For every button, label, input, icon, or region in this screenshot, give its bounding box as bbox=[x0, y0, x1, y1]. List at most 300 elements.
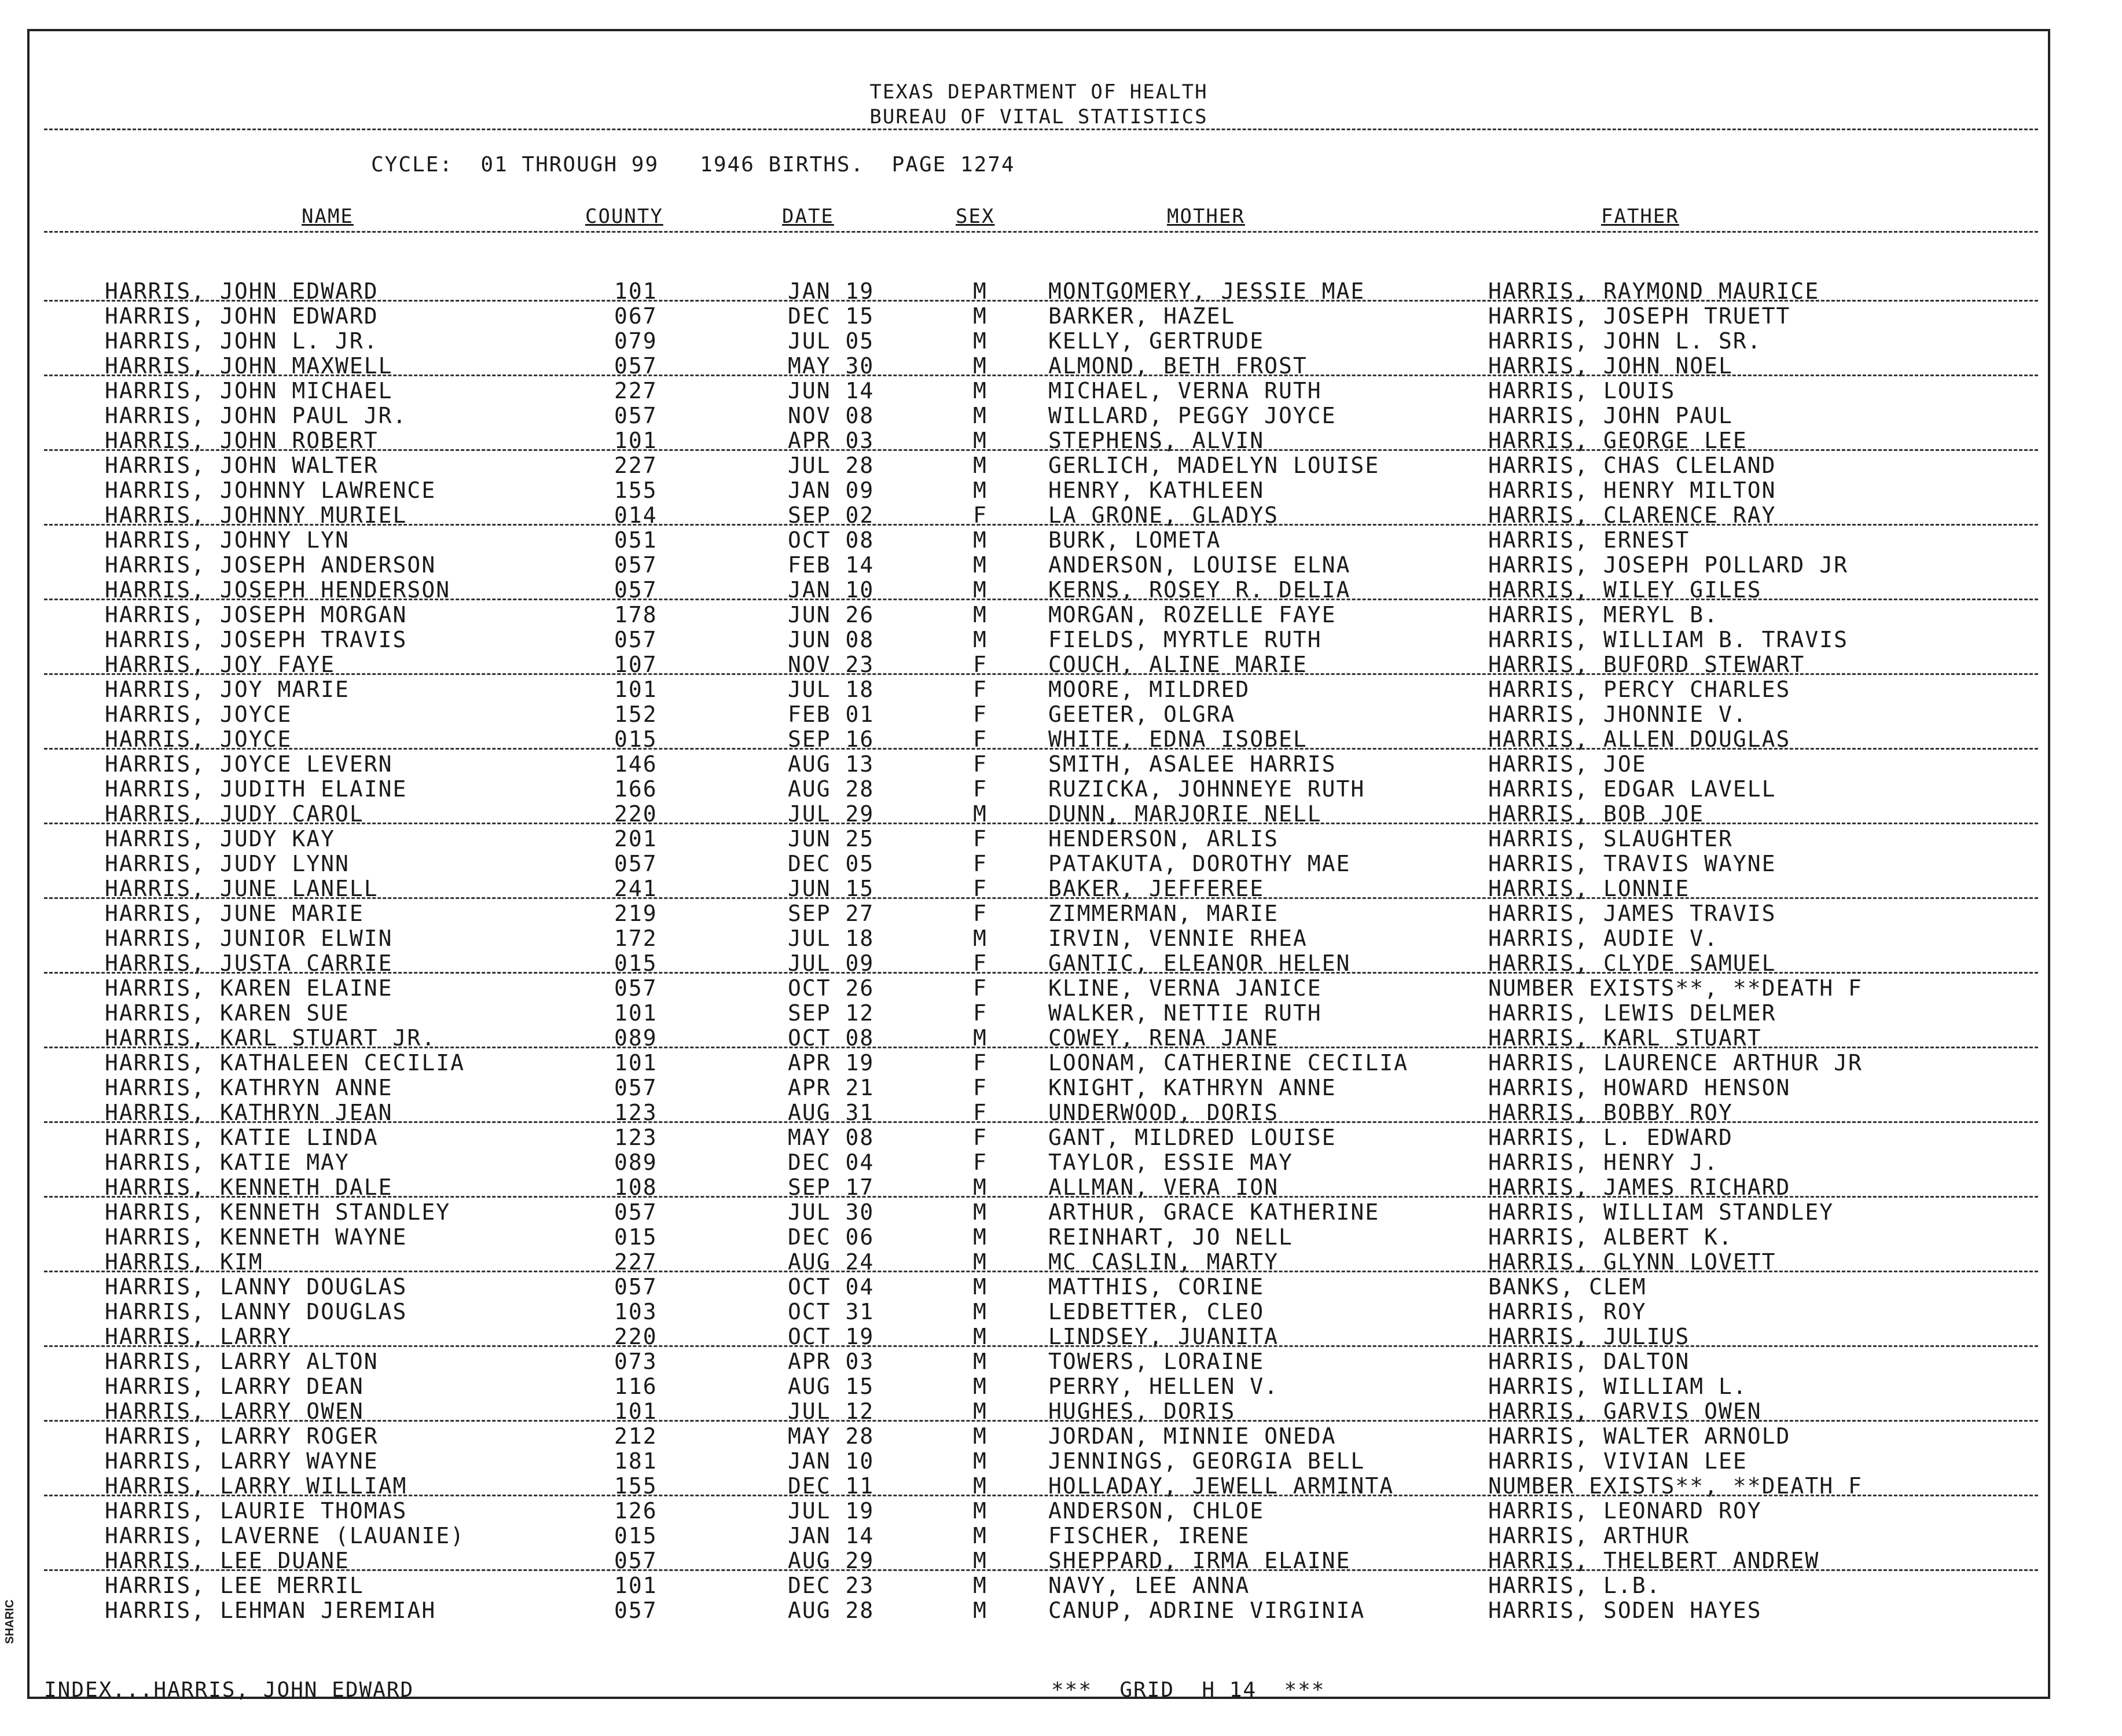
cell-date: AUG 15 bbox=[788, 1374, 875, 1399]
table-row bbox=[30, 553, 2048, 578]
cell-county: 089 bbox=[614, 1025, 658, 1051]
cell-mother: HUGHES, DORIS bbox=[1048, 1399, 1236, 1424]
cell-name: HARRIS, LARRY ALTON bbox=[105, 1349, 379, 1374]
cell-mother: BARKER, HAZEL bbox=[1048, 303, 1236, 329]
row-rule bbox=[44, 897, 2038, 899]
cell-sex: M bbox=[973, 353, 987, 379]
cell-date: JUN 25 bbox=[788, 826, 875, 852]
row-rule bbox=[44, 972, 2038, 974]
cell-sex: F bbox=[973, 751, 987, 777]
cell-father: NUMBER EXISTS**, **DEATH F bbox=[1488, 1473, 1863, 1499]
table-row bbox=[30, 478, 2048, 503]
cell-mother: TAYLOR, ESSIE MAY bbox=[1048, 1150, 1293, 1175]
cell-sex: M bbox=[973, 1423, 987, 1449]
cell-name: HARRIS, JOHNNY MURIEL bbox=[105, 502, 407, 528]
cell-date: NOV 23 bbox=[788, 652, 875, 677]
cell-father: HARRIS, ALBERT K. bbox=[1488, 1224, 1733, 1250]
cell-county: 172 bbox=[614, 926, 658, 951]
cell-sex: M bbox=[973, 1598, 987, 1623]
cell-name: HARRIS, KATHRYN JEAN bbox=[105, 1100, 393, 1125]
column-header-county: COUNTY bbox=[585, 205, 663, 228]
cell-father: HARRIS, THELBERT ANDREW bbox=[1488, 1548, 1820, 1573]
row-rule bbox=[44, 673, 2038, 675]
cell-father: HARRIS, BOB JOE bbox=[1488, 801, 1705, 827]
cell-county: 051 bbox=[614, 527, 658, 553]
cell-county: 126 bbox=[614, 1498, 658, 1524]
cell-county: 166 bbox=[614, 776, 658, 802]
cell-date: SEP 12 bbox=[788, 1000, 875, 1026]
cell-date: JUL 28 bbox=[788, 453, 875, 478]
cell-date: JUL 12 bbox=[788, 1399, 875, 1424]
table-row bbox=[30, 1076, 2048, 1100]
cell-county: 101 bbox=[614, 1399, 658, 1424]
cell-county: 241 bbox=[614, 876, 658, 901]
cell-sex: F bbox=[973, 652, 987, 677]
cell-father: HARRIS, AUDIE V. bbox=[1488, 926, 1719, 951]
cell-name: HARRIS, JUDY KAY bbox=[105, 826, 336, 852]
cell-father: HARRIS, TRAVIS WAYNE bbox=[1488, 851, 1776, 876]
cell-county: 227 bbox=[614, 378, 658, 403]
cell-name: HARRIS, JOSEPH TRAVIS bbox=[105, 627, 407, 652]
cell-name: HARRIS, LARRY bbox=[105, 1324, 292, 1349]
cell-mother: LA GRONE, GLADYS bbox=[1048, 502, 1279, 528]
cell-father: HARRIS, HENRY J. bbox=[1488, 1150, 1719, 1175]
cell-name: HARRIS, KENNETH DALE bbox=[105, 1175, 393, 1200]
cell-name: HARRIS, KATIE LINDA bbox=[105, 1125, 379, 1150]
cell-date: DEC 05 bbox=[788, 851, 875, 876]
cell-mother: LEDBETTER, CLEO bbox=[1048, 1299, 1265, 1324]
cell-name: HARRIS, LARRY DEAN bbox=[105, 1374, 364, 1399]
cell-sex: F bbox=[973, 776, 987, 802]
cell-name: HARRIS, LANNY DOUGLAS bbox=[105, 1274, 407, 1300]
cell-sex: F bbox=[973, 975, 987, 1001]
cell-father: HARRIS, JAMES TRAVIS bbox=[1488, 901, 1776, 926]
cell-mother: MONTGOMERY, JESSIE MAE bbox=[1048, 278, 1365, 304]
cell-county: 015 bbox=[614, 1523, 658, 1548]
cell-father: HARRIS, ALLEN DOUGLAS bbox=[1488, 726, 1791, 752]
column-header-father: FATHER bbox=[1601, 205, 1679, 228]
cell-sex: M bbox=[973, 926, 987, 951]
cell-sex: M bbox=[973, 577, 987, 603]
cell-father: HARRIS, EDGAR LAVELL bbox=[1488, 776, 1776, 802]
cell-county: 057 bbox=[614, 975, 658, 1001]
cell-county: 101 bbox=[614, 677, 658, 702]
row-rule bbox=[44, 375, 2038, 376]
cell-father: HARRIS, WILEY GILES bbox=[1488, 577, 1762, 603]
cell-name: HARRIS, LAVERNE (LAUANIE) bbox=[105, 1523, 465, 1548]
cell-father: HARRIS, HOWARD HENSON bbox=[1488, 1075, 1791, 1100]
cell-father: HARRIS, WILLIAM L. bbox=[1488, 1374, 1747, 1399]
cell-sex: M bbox=[973, 1498, 987, 1524]
cell-county: 015 bbox=[614, 726, 658, 752]
cell-date: AUG 31 bbox=[788, 1100, 875, 1125]
cell-mother: KLINE, VERNA JANICE bbox=[1048, 975, 1322, 1001]
cell-father: HARRIS, HENRY MILTON bbox=[1488, 478, 1776, 503]
cell-name: HARRIS, LARRY ROGER bbox=[105, 1423, 379, 1449]
row-rule bbox=[44, 1345, 2038, 1347]
row-rule bbox=[44, 449, 2038, 451]
cell-mother: FIELDS, MYRTLE RUTH bbox=[1048, 627, 1322, 652]
cell-county: 220 bbox=[614, 1324, 658, 1349]
cell-father: HARRIS, PERCY CHARLES bbox=[1488, 677, 1791, 702]
cell-sex: F bbox=[973, 950, 987, 976]
cell-sex: F bbox=[973, 1000, 987, 1026]
cell-father: HARRIS, GEORGE LEE bbox=[1488, 428, 1747, 453]
cell-sex: M bbox=[973, 1324, 987, 1349]
cell-sex: M bbox=[973, 403, 987, 428]
table-row bbox=[30, 1275, 2048, 1300]
cell-name: HARRIS, KAREN ELAINE bbox=[105, 975, 393, 1001]
cell-sex: M bbox=[973, 278, 987, 304]
cell-mother: IRVIN, VENNIE RHEA bbox=[1048, 926, 1308, 951]
cell-county: 014 bbox=[614, 502, 658, 528]
cell-mother: LINDSEY, JUANITA bbox=[1048, 1324, 1279, 1349]
cell-mother: ALLMAN, VERA ION bbox=[1048, 1175, 1279, 1200]
cell-county: 089 bbox=[614, 1150, 658, 1175]
table-row bbox=[30, 379, 2048, 403]
cell-county: 015 bbox=[614, 1224, 658, 1250]
table-row bbox=[30, 304, 2048, 329]
cell-mother: MOORE, MILDRED bbox=[1048, 677, 1250, 702]
table-row bbox=[30, 1300, 2048, 1324]
table-row bbox=[30, 827, 2048, 852]
table-row bbox=[30, 1349, 2048, 1374]
cell-mother: WILLARD, PEGGY JOYCE bbox=[1048, 403, 1337, 428]
table-row bbox=[30, 603, 2048, 627]
table-row bbox=[30, 627, 2048, 652]
cell-name: HARRIS, JOHN EDWARD bbox=[105, 278, 379, 304]
cell-sex: M bbox=[973, 627, 987, 652]
cell-date: OCT 19 bbox=[788, 1324, 875, 1349]
cell-sex: M bbox=[973, 303, 987, 329]
cell-sex: M bbox=[973, 1448, 987, 1474]
cell-date: NOV 08 bbox=[788, 403, 875, 428]
cell-county: 057 bbox=[614, 1548, 658, 1573]
cell-date: APR 21 bbox=[788, 1075, 875, 1100]
cell-date: OCT 31 bbox=[788, 1299, 875, 1324]
table-row bbox=[30, 1200, 2048, 1225]
cell-sex: F bbox=[973, 1100, 987, 1125]
cell-county: 073 bbox=[614, 1349, 658, 1374]
cell-county: 057 bbox=[614, 577, 658, 603]
cell-mother: WALKER, NETTIE RUTH bbox=[1048, 1000, 1322, 1026]
cell-sex: M bbox=[973, 1548, 987, 1573]
cell-date: JAN 10 bbox=[788, 577, 875, 603]
cell-name: HARRIS, JUSTA CARRIE bbox=[105, 950, 393, 976]
table-row bbox=[30, 1001, 2048, 1026]
cell-mother: ZIMMERMAN, MARIE bbox=[1048, 901, 1279, 926]
cell-sex: M bbox=[973, 1473, 987, 1499]
cell-mother: COUCH, ALINE MARIE bbox=[1048, 652, 1308, 677]
cell-father: HARRIS, RAYMOND MAURICE bbox=[1488, 278, 1820, 304]
cell-name: HARRIS, KATIE MAY bbox=[105, 1150, 350, 1175]
row-rule bbox=[44, 524, 2038, 526]
cell-mother: HENRY, KATHLEEN bbox=[1048, 478, 1265, 503]
cell-mother: GERLICH, MADELYN LOUISE bbox=[1048, 453, 1380, 478]
cell-mother: BAKER, JEFFEREE bbox=[1048, 876, 1265, 901]
cell-father: HARRIS, L. EDWARD bbox=[1488, 1125, 1733, 1150]
cell-county: 057 bbox=[614, 1075, 658, 1100]
table-row bbox=[30, 1573, 2048, 1598]
cell-date: DEC 15 bbox=[788, 303, 875, 329]
cell-county: 057 bbox=[614, 1598, 658, 1623]
cell-county: 057 bbox=[614, 403, 658, 428]
cell-name: HARRIS, JOYCE bbox=[105, 702, 292, 727]
cell-mother: KNIGHT, KATHRYN ANNE bbox=[1048, 1075, 1337, 1100]
cell-date: JUL 19 bbox=[788, 1498, 875, 1524]
cell-name: HARRIS, LEHMAN JEREMIAH bbox=[105, 1598, 436, 1623]
cell-county: 152 bbox=[614, 702, 658, 727]
cell-date: AUG 13 bbox=[788, 751, 875, 777]
cell-county: 219 bbox=[614, 901, 658, 926]
cell-date: JAN 14 bbox=[788, 1523, 875, 1548]
cell-mother: ANDERSON, CHLOE bbox=[1048, 1498, 1265, 1524]
cell-sex: M bbox=[973, 453, 987, 478]
cell-county: 057 bbox=[614, 353, 658, 379]
cell-county: 220 bbox=[614, 801, 658, 827]
cell-county: 108 bbox=[614, 1175, 658, 1200]
cell-sex: M bbox=[973, 1523, 987, 1548]
table-row bbox=[30, 403, 2048, 428]
row-rule bbox=[44, 1047, 2038, 1048]
cell-date: SEP 17 bbox=[788, 1175, 875, 1200]
cell-date: JUL 18 bbox=[788, 926, 875, 951]
cell-father: HARRIS, CHAS CLELAND bbox=[1488, 453, 1776, 478]
table-row bbox=[30, 1449, 2048, 1474]
cell-name: HARRIS, KENNETH WAYNE bbox=[105, 1224, 407, 1250]
cell-county: 123 bbox=[614, 1100, 658, 1125]
cell-mother: MICHAEL, VERNA RUTH bbox=[1048, 378, 1322, 403]
cell-father: HARRIS, VIVIAN LEE bbox=[1488, 1448, 1747, 1474]
cell-sex: M bbox=[973, 1299, 987, 1324]
cell-mother: SMITH, ASALEE HARRIS bbox=[1048, 751, 1337, 777]
cell-father: HARRIS, GLYNN LOVETT bbox=[1488, 1249, 1776, 1275]
cell-mother: SHEPPARD, IRMA ELAINE bbox=[1048, 1548, 1351, 1573]
table-row bbox=[30, 528, 2048, 553]
cell-sex: F bbox=[973, 726, 987, 752]
cell-name: HARRIS, JOY FAYE bbox=[105, 652, 336, 677]
cell-mother: MC CASLIN, MARTY bbox=[1048, 1249, 1279, 1275]
cell-father: HARRIS, KARL STUART bbox=[1488, 1025, 1762, 1051]
column-header-sex: SEX bbox=[956, 205, 995, 228]
cell-father: NUMBER EXISTS**, **DEATH F bbox=[1488, 975, 1863, 1001]
cell-date: AUG 28 bbox=[788, 776, 875, 802]
cell-father: HARRIS, WILLIAM B. TRAVIS bbox=[1488, 627, 1848, 652]
cell-mother: HOLLADAY, JEWELL ARMINTA bbox=[1048, 1473, 1394, 1499]
side-label: SHARIC bbox=[3, 1599, 16, 1644]
cell-name: HARRIS, JUNE LANELL bbox=[105, 876, 379, 901]
table-row bbox=[30, 752, 2048, 777]
cell-sex: M bbox=[973, 1025, 987, 1051]
cell-name: HARRIS, LARRY WILLIAM bbox=[105, 1473, 407, 1499]
row-rule bbox=[44, 823, 2038, 824]
cell-sex: M bbox=[973, 1249, 987, 1275]
cell-mother: STEPHENS, ALVIN bbox=[1048, 428, 1265, 453]
cell-date: APR 03 bbox=[788, 1349, 875, 1374]
cell-mother: KELLY, GERTRUDE bbox=[1048, 328, 1265, 354]
cell-father: HARRIS, L.B. bbox=[1488, 1573, 1661, 1598]
cell-father: HARRIS, LOUIS bbox=[1488, 378, 1676, 403]
table-row bbox=[30, 1524, 2048, 1548]
cell-sex: M bbox=[973, 1175, 987, 1200]
cell-date: APR 03 bbox=[788, 428, 875, 453]
index-footer: INDEX...HARRIS, JOHN EDWARD bbox=[44, 1678, 414, 1702]
table-row bbox=[30, 1598, 2048, 1623]
cell-county: 057 bbox=[614, 851, 658, 876]
cell-county: 079 bbox=[614, 328, 658, 354]
cell-name: HARRIS, JOHN MAXWELL bbox=[105, 353, 393, 379]
table-row bbox=[30, 329, 2048, 354]
cell-name: HARRIS, LARRY WAYNE bbox=[105, 1448, 379, 1474]
cell-date: AUG 29 bbox=[788, 1548, 875, 1573]
cell-sex: M bbox=[973, 527, 987, 553]
cell-sex: M bbox=[973, 602, 987, 627]
cell-sex: F bbox=[973, 677, 987, 702]
agency-title: TEXAS DEPARTMENT OF HEALTH bbox=[869, 80, 1208, 104]
cell-name: HARRIS, KARL STUART JR. bbox=[105, 1025, 436, 1051]
cell-name: HARRIS, KATHALEEN CECILIA bbox=[105, 1050, 465, 1076]
cell-name: HARRIS, JUDY CAROL bbox=[105, 801, 364, 827]
cell-date: JAN 19 bbox=[788, 278, 875, 304]
cell-date: JUL 30 bbox=[788, 1199, 875, 1225]
cell-county: 057 bbox=[614, 1199, 658, 1225]
cell-sex: M bbox=[973, 1274, 987, 1300]
table-row bbox=[30, 777, 2048, 802]
cell-date: MAY 28 bbox=[788, 1423, 875, 1449]
cell-mother: DUNN, MARJORIE NELL bbox=[1048, 801, 1322, 827]
row-rule bbox=[44, 1569, 2038, 1571]
cell-county: 067 bbox=[614, 303, 658, 329]
cell-name: HARRIS, JOHN PAUL JR. bbox=[105, 403, 407, 428]
cell-sex: M bbox=[973, 428, 987, 453]
cell-father: HARRIS, GARVIS OWEN bbox=[1488, 1399, 1762, 1424]
cell-mother: NAVY, LEE ANNA bbox=[1048, 1573, 1250, 1598]
cell-name: HARRIS, KIM bbox=[105, 1249, 263, 1275]
cell-date: DEC 04 bbox=[788, 1150, 875, 1175]
column-header-date: DATE bbox=[782, 205, 834, 228]
cell-mother: JORDAN, MINNIE ONEDA bbox=[1048, 1423, 1337, 1449]
cell-name: HARRIS, JUDITH ELAINE bbox=[105, 776, 407, 802]
cell-county: 103 bbox=[614, 1299, 658, 1324]
cell-date: JUN 08 bbox=[788, 627, 875, 652]
table-row bbox=[30, 702, 2048, 727]
cell-date: MAY 08 bbox=[788, 1125, 875, 1150]
cell-name: HARRIS, JOHNY LYN bbox=[105, 527, 350, 553]
cell-county: 101 bbox=[614, 1573, 658, 1598]
cell-father: HARRIS, JULIUS bbox=[1488, 1324, 1690, 1349]
cell-sex: F bbox=[973, 876, 987, 901]
cell-date: DEC 06 bbox=[788, 1224, 875, 1250]
cell-county: 212 bbox=[614, 1423, 658, 1449]
cell-county: 101 bbox=[614, 1000, 658, 1026]
cell-county: 101 bbox=[614, 428, 658, 453]
cell-father: HARRIS, JAMES RICHARD bbox=[1488, 1175, 1791, 1200]
cell-date: JUL 29 bbox=[788, 801, 875, 827]
cycle-line: CYCLE: 01 THROUGH 99 1946 BIRTHS. PAGE 1274 bbox=[371, 153, 1015, 177]
cell-mother: COWEY, RENA JANE bbox=[1048, 1025, 1279, 1051]
cell-father: HARRIS, JOE bbox=[1488, 751, 1647, 777]
cell-name: HARRIS, JOSEPH HENDERSON bbox=[105, 577, 451, 603]
cell-county: 181 bbox=[614, 1448, 658, 1474]
cell-name: HARRIS, LEE DUANE bbox=[105, 1548, 350, 1573]
row-rule bbox=[44, 1271, 2038, 1272]
cell-date: DEC 11 bbox=[788, 1473, 875, 1499]
cell-sex: M bbox=[973, 1349, 987, 1374]
cell-father: BANKS, CLEM bbox=[1488, 1274, 1647, 1300]
cell-father: HARRIS, JOSEPH POLLARD JR bbox=[1488, 552, 1848, 578]
table-row bbox=[30, 453, 2048, 478]
cell-sex: F bbox=[973, 851, 987, 876]
cell-name: HARRIS, JOHN L. JR. bbox=[105, 328, 379, 354]
cell-name: HARRIS, JOHNNY LAWRENCE bbox=[105, 478, 436, 503]
cell-father: HARRIS, LEWIS DELMER bbox=[1488, 1000, 1776, 1026]
cell-county: 146 bbox=[614, 751, 658, 777]
cell-name: HARRIS, JOSEPH MORGAN bbox=[105, 602, 407, 627]
document-page bbox=[27, 29, 2050, 1702]
cell-mother: CANUP, ADRINE VIRGINIA bbox=[1048, 1598, 1365, 1623]
cell-county: 201 bbox=[614, 826, 658, 852]
table-row bbox=[30, 1051, 2048, 1076]
column-header-name: NAME bbox=[302, 205, 354, 228]
cell-county: 057 bbox=[614, 1274, 658, 1300]
cell-date: OCT 08 bbox=[788, 1025, 875, 1051]
table-row bbox=[30, 1424, 2048, 1449]
cell-county: 057 bbox=[614, 627, 658, 652]
cell-date: OCT 04 bbox=[788, 1274, 875, 1300]
cell-mother: JENNINGS, GEORGIA BELL bbox=[1048, 1448, 1365, 1474]
cell-date: AUG 24 bbox=[788, 1249, 875, 1275]
row-rule bbox=[44, 1495, 2038, 1496]
cell-county: 227 bbox=[614, 453, 658, 478]
cell-date: OCT 26 bbox=[788, 975, 875, 1001]
cell-mother: LOONAM, CATHERINE CECILIA bbox=[1048, 1050, 1408, 1076]
cell-father: HARRIS, DALTON bbox=[1488, 1349, 1690, 1374]
cell-name: HARRIS, JOSEPH ANDERSON bbox=[105, 552, 436, 578]
cell-father: HARRIS, JOHN L. SR. bbox=[1488, 328, 1762, 354]
cell-name: HARRIS, KAREN SUE bbox=[105, 1000, 350, 1026]
cell-mother: RUZICKA, JOHNNEYE RUTH bbox=[1048, 776, 1365, 802]
cell-mother: HENDERSON, ARLIS bbox=[1048, 826, 1279, 852]
cell-name: HARRIS, JOHN ROBERT bbox=[105, 428, 379, 453]
cell-date: JUN 14 bbox=[788, 378, 875, 403]
cell-name: HARRIS, JUNE MARIE bbox=[105, 901, 364, 926]
table-row bbox=[30, 852, 2048, 876]
cell-date: APR 19 bbox=[788, 1050, 875, 1076]
table-row bbox=[30, 1150, 2048, 1175]
cell-date: SEP 02 bbox=[788, 502, 875, 528]
cell-county: 155 bbox=[614, 1473, 658, 1499]
cell-mother: MATTHIS, CORINE bbox=[1048, 1274, 1265, 1300]
cell-name: HARRIS, JUNIOR ELWIN bbox=[105, 926, 393, 951]
cell-county: 123 bbox=[614, 1125, 658, 1150]
row-rule bbox=[44, 1420, 2038, 1422]
cell-name: HARRIS, JUDY LYNN bbox=[105, 851, 350, 876]
table-row bbox=[30, 677, 2048, 702]
cell-father: HARRIS, SODEN HAYES bbox=[1488, 1598, 1762, 1623]
cell-father: HARRIS, ERNEST bbox=[1488, 527, 1690, 553]
cell-mother: FISCHER, IRENE bbox=[1048, 1523, 1250, 1548]
cell-county: 101 bbox=[614, 1050, 658, 1076]
row-rule bbox=[44, 599, 2038, 600]
cell-mother: UNDERWOOD, DORIS bbox=[1048, 1100, 1279, 1125]
cell-sex: F bbox=[973, 502, 987, 528]
cell-sex: M bbox=[973, 801, 987, 827]
cell-sex: F bbox=[973, 1075, 987, 1100]
cell-date: JUN 15 bbox=[788, 876, 875, 901]
cell-sex: M bbox=[973, 1573, 987, 1598]
cell-mother: ARTHUR, GRACE KATHERINE bbox=[1048, 1199, 1380, 1225]
cell-sex: F bbox=[973, 1150, 987, 1175]
